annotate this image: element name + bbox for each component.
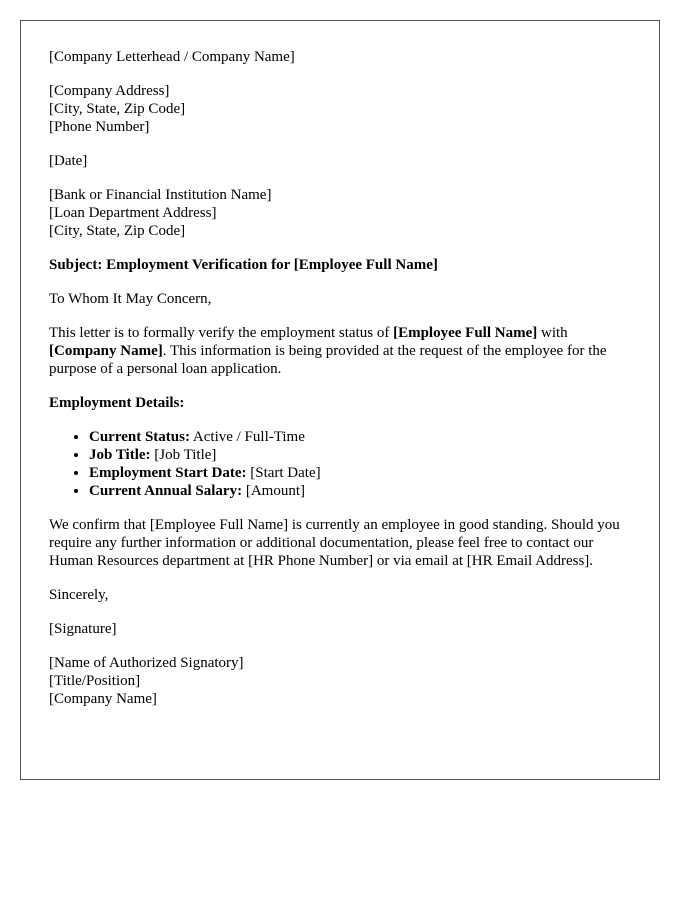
recipient-city-line: [City, State, Zip Code]: [49, 223, 186, 239]
sender-city-line: [City, State, Zip Code]: [49, 101, 186, 117]
detail-item-salary: [89, 482, 631, 500]
detail-value: Active / Full-Time: [189, 429, 305, 445]
detail-label: Current Status:: [89, 429, 190, 445]
intro-company-name: [Company Name]: [49, 343, 163, 359]
details-heading: [49, 394, 631, 412]
intro-employee-name: [Employee Full Name]: [393, 325, 538, 341]
salutation: To Whom It May Concern,: [49, 291, 212, 307]
signatory-name: [Name of Authorized Signatory]: [49, 655, 244, 671]
closing-paragraph: We confirm that [Employee Full Name] is currently an employee in good standing. Should you require any further information or additional documentation, please feel free to contact our Human Resources department at [HR Phone Number] or via email at [HR Email Address].: [49, 517, 620, 569]
detail-value: [Start Date]: [246, 465, 321, 481]
details-list: [49, 428, 631, 500]
recipient-name-line: [Bank or Financial Institution Name]: [49, 187, 272, 203]
signature: [Signature]: [49, 621, 117, 637]
detail-label: Job Title:: [89, 447, 151, 463]
subject-text: Subject: Employment Verification for [Employee Full Name]: [49, 257, 438, 273]
sender-address: [49, 82, 631, 136]
signatory-title: [Title/Position]: [49, 673, 141, 689]
sign-off: Sincerely,: [49, 587, 109, 603]
subject-line: [49, 256, 631, 274]
detail-label: Employment Start Date:: [89, 465, 247, 481]
signatory-company: [Company Name]: [49, 691, 157, 707]
recipient-department-line: [Loan Department Address]: [49, 205, 217, 221]
detail-value: [Job Title]: [150, 447, 217, 463]
intro-paragraph: [49, 324, 631, 378]
detail-item-status: [89, 428, 631, 446]
intro-text-3: . This information is being provided at the request of the employee for the purpose of a personal loan application.: [49, 343, 607, 377]
detail-item-job-title: [89, 446, 631, 464]
letterhead: [Company Letterhead / Company Name]: [49, 49, 295, 65]
detail-label: Current Annual Salary:: [89, 483, 243, 499]
recipient-address: [49, 186, 631, 240]
sender-phone-line: [Phone Number]: [49, 119, 150, 135]
details-heading-text: Employment Details:: [49, 395, 185, 411]
sender-address-line: [Company Address]: [49, 83, 170, 99]
intro-text-2: with: [537, 325, 568, 341]
detail-value: [Amount]: [242, 483, 305, 499]
letter-date: [Date]: [49, 153, 88, 169]
letter-page: [20, 20, 660, 780]
signatory-block: [49, 654, 631, 708]
intro-text-1: This letter is to formally verify the employment status of: [49, 325, 394, 341]
detail-item-start-date: [89, 464, 631, 482]
